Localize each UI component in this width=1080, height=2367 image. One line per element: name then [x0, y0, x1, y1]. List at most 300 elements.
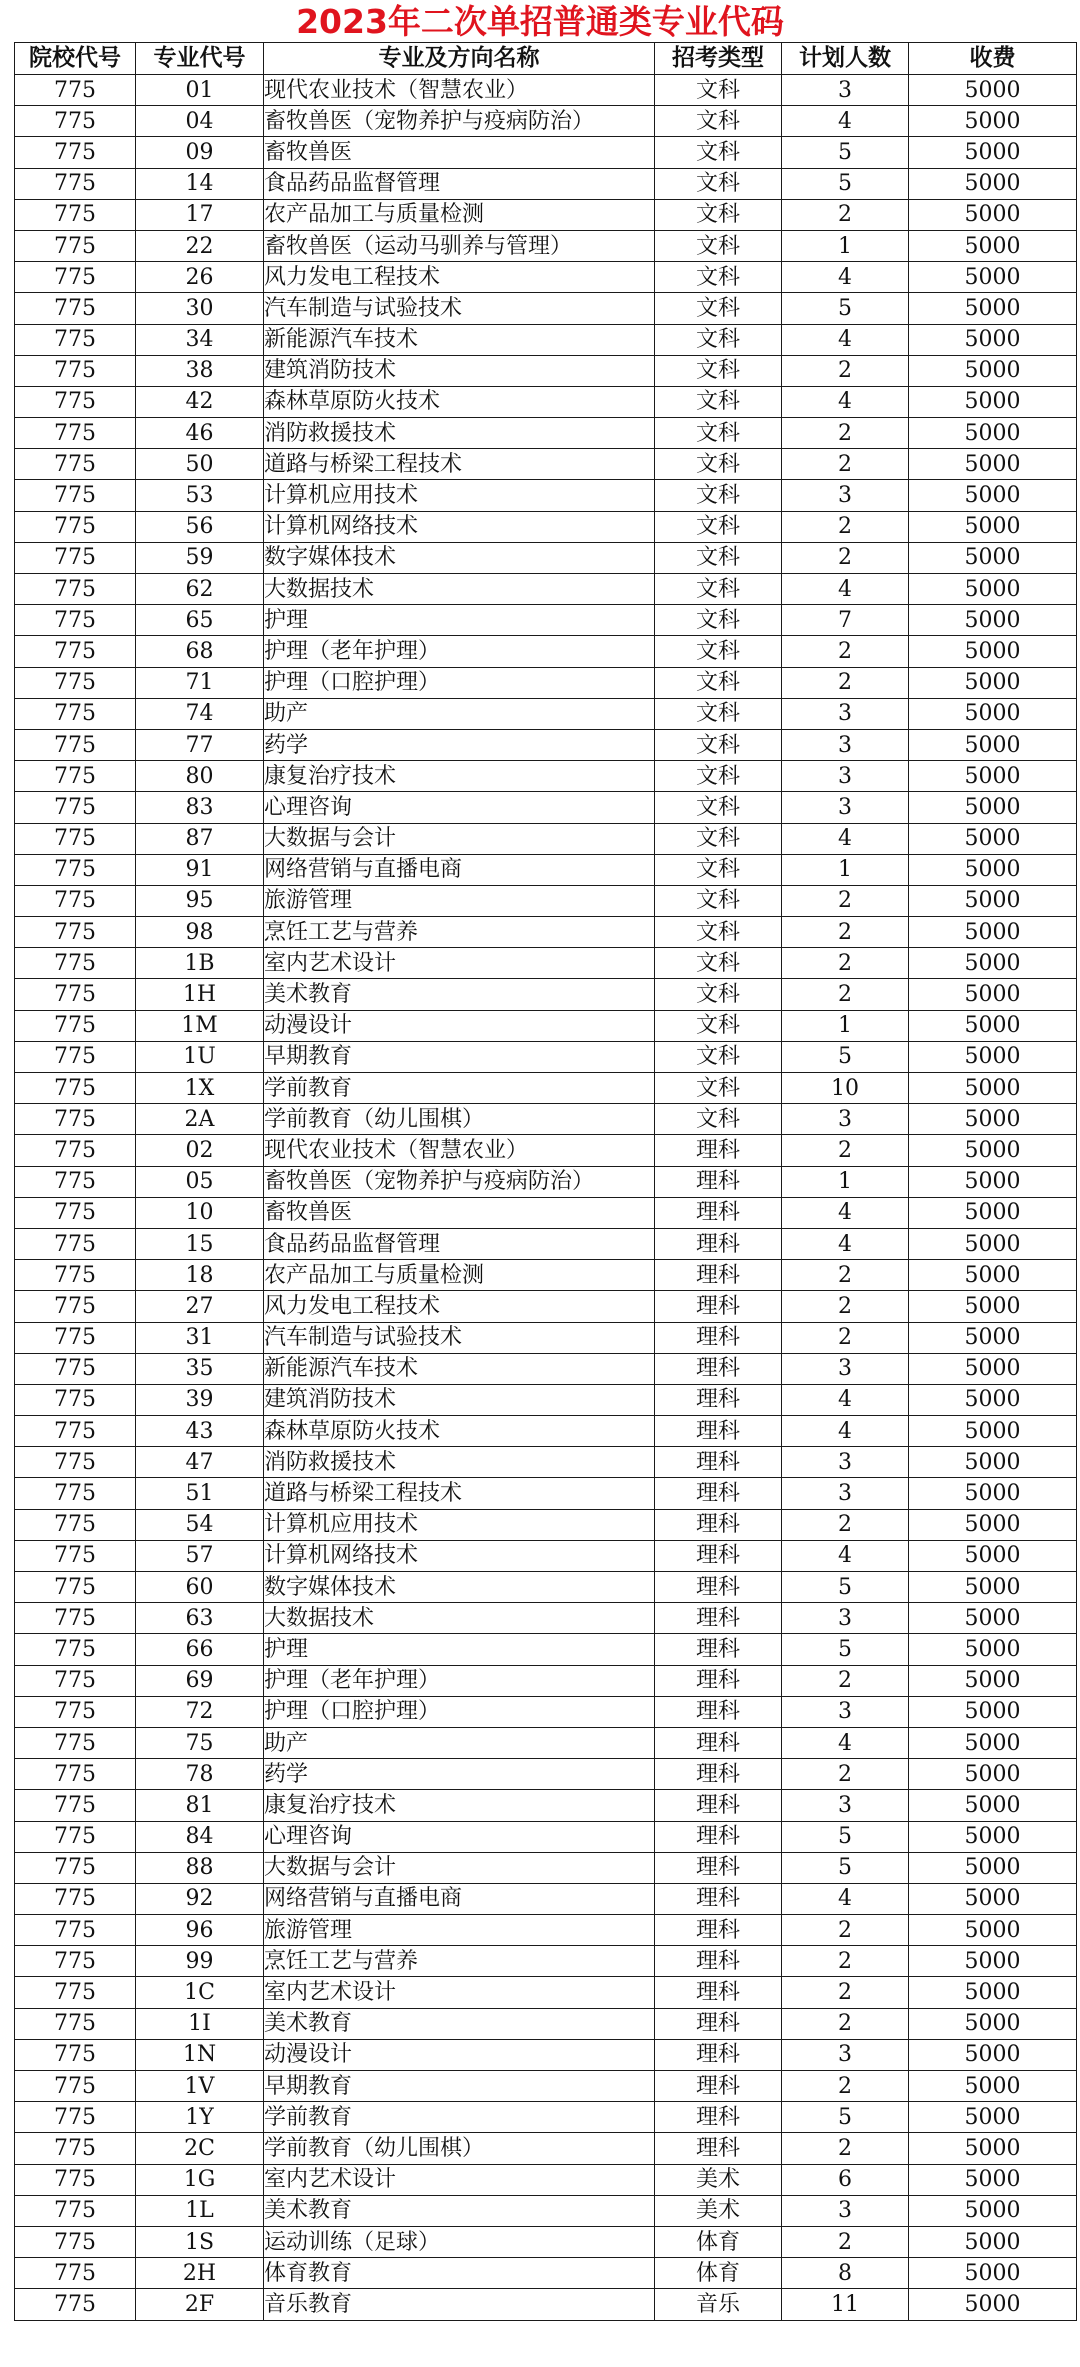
school-code-cell: 775 [15, 137, 136, 168]
exam-type-cell: 文科 [655, 636, 782, 667]
fee-cell: 5000 [909, 1228, 1077, 1259]
major-name-cell: 护理 [264, 1634, 655, 1665]
major-code-cell: 1X [136, 1073, 264, 1104]
major-code-cell: 69 [136, 1665, 264, 1696]
major-name-cell: 现代农业技术（智慧农业） [264, 75, 655, 106]
school-code-cell: 775 [15, 1478, 136, 1509]
plan-count-cell: 5 [782, 2102, 909, 2133]
plan-count-cell: 2 [782, 418, 909, 449]
table-row [15, 137, 1077, 168]
exam-type-cell: 理科 [655, 1478, 782, 1509]
plan-count-cell: 3 [782, 1696, 909, 1727]
major-code-cell: 2C [136, 2133, 264, 2164]
major-code-cell: 1H [136, 979, 264, 1010]
major-name-cell: 护理 [264, 605, 655, 636]
table-row [15, 1073, 1077, 1104]
fee-cell: 5000 [909, 1322, 1077, 1353]
plan-count-cell: 5 [782, 1572, 909, 1603]
plan-count-cell: 4 [782, 1228, 909, 1259]
fee-cell: 5000 [909, 137, 1077, 168]
plan-count-cell: 2 [782, 449, 909, 480]
major-code-cell: 96 [136, 1915, 264, 1946]
fee-cell: 5000 [909, 1041, 1077, 1072]
exam-type-cell: 文科 [655, 324, 782, 355]
exam-type-cell: 理科 [655, 1384, 782, 1415]
plan-count-cell: 5 [782, 137, 909, 168]
exam-type-cell: 文科 [655, 574, 782, 605]
exam-type-cell: 理科 [655, 1260, 782, 1291]
major-name-cell: 动漫设计 [264, 1010, 655, 1041]
major-code-cell: 22 [136, 230, 264, 261]
exam-type-cell: 理科 [655, 1727, 782, 1758]
exam-type-cell: 文科 [655, 75, 782, 106]
exam-type-cell: 文科 [655, 667, 782, 698]
major-name-cell: 计算机应用技术 [264, 1509, 655, 1540]
major-code-cell: 59 [136, 542, 264, 573]
major-name-cell: 美术教育 [264, 979, 655, 1010]
major-name-cell: 畜牧兽医（运动马驯养与管理） [264, 230, 655, 261]
school-code-cell: 775 [15, 917, 136, 948]
table-row [15, 1010, 1077, 1041]
table-row [15, 449, 1077, 480]
table-row [15, 1447, 1077, 1478]
plan-count-cell: 2 [782, 1509, 909, 1540]
major-code-cell: 47 [136, 1447, 264, 1478]
major-name-cell: 新能源汽车技术 [264, 1353, 655, 1384]
fee-cell: 5000 [909, 2008, 1077, 2039]
table-row [15, 1260, 1077, 1291]
fee-cell: 5000 [909, 1104, 1077, 1135]
school-code-cell: 775 [15, 2133, 136, 2164]
major-name-cell: 畜牧兽医（宠物养护与疫病防治） [264, 106, 655, 137]
table-row [15, 542, 1077, 573]
exam-type-cell: 文科 [655, 262, 782, 293]
table-row [15, 2289, 1077, 2320]
major-code-cell: 77 [136, 729, 264, 760]
exam-type-cell: 理科 [655, 2008, 782, 2039]
fee-cell: 5000 [909, 2071, 1077, 2102]
table-row [15, 1852, 1077, 1883]
plan-count-cell: 4 [782, 1197, 909, 1228]
major-code-cell: 34 [136, 324, 264, 355]
fee-cell: 5000 [909, 1073, 1077, 1104]
school-code-cell: 775 [15, 1883, 136, 1914]
table-row [15, 75, 1077, 106]
school-code-cell: 775 [15, 1634, 136, 1665]
fee-cell: 5000 [909, 1197, 1077, 1228]
fee-cell: 5000 [909, 1416, 1077, 1447]
table-row [15, 729, 1077, 760]
plan-count-cell: 4 [782, 324, 909, 355]
major-code-cell: 81 [136, 1790, 264, 1821]
fee-cell: 5000 [909, 2164, 1077, 2195]
major-name-cell: 康复治疗技术 [264, 761, 655, 792]
fee-cell: 5000 [909, 1852, 1077, 1883]
plan-count-cell: 1 [782, 230, 909, 261]
school-code-cell: 775 [15, 1946, 136, 1977]
fee-cell: 5000 [909, 418, 1077, 449]
exam-type-cell: 理科 [655, 1915, 782, 1946]
fee-cell: 5000 [909, 1291, 1077, 1322]
school-code-cell: 775 [15, 1353, 136, 1384]
school-code-cell: 775 [15, 1915, 136, 1946]
major-name-cell: 大数据与会计 [264, 1852, 655, 1883]
plan-count-cell: 3 [782, 698, 909, 729]
exam-type-cell: 文科 [655, 823, 782, 854]
fee-cell: 5000 [909, 2102, 1077, 2133]
table-row [15, 761, 1077, 792]
major-code-cell: 56 [136, 511, 264, 542]
school-code-cell: 775 [15, 1384, 136, 1415]
plan-count-cell: 4 [782, 1727, 909, 1758]
school-code-cell: 775 [15, 1291, 136, 1322]
school-code-cell: 775 [15, 2102, 136, 2133]
fee-cell: 5000 [909, 1603, 1077, 1634]
table-row [15, 1634, 1077, 1665]
major-code-cell: 78 [136, 1759, 264, 1790]
exam-type-cell: 文科 [655, 511, 782, 542]
fee-cell: 5000 [909, 2289, 1077, 2320]
exam-type-cell: 理科 [655, 1790, 782, 1821]
major-name-cell: 网络营销与直播电商 [264, 1883, 655, 1914]
table-row [15, 293, 1077, 324]
major-name-cell: 计算机网络技术 [264, 1540, 655, 1571]
table-row [15, 917, 1077, 948]
school-code-cell: 775 [15, 574, 136, 605]
major-name-cell: 早期教育 [264, 1041, 655, 1072]
exam-type-cell: 文科 [655, 418, 782, 449]
fee-cell: 5000 [909, 542, 1077, 573]
table-row [15, 1353, 1077, 1384]
exam-type-cell: 理科 [655, 1572, 782, 1603]
table-row [15, 1322, 1077, 1353]
plan-count-cell: 2 [782, 2133, 909, 2164]
table-body [15, 75, 1077, 2321]
school-code-cell: 775 [15, 1696, 136, 1727]
major-code-cell: 17 [136, 199, 264, 230]
major-code-cell: 87 [136, 823, 264, 854]
major-name-cell: 网络营销与直播电商 [264, 854, 655, 885]
exam-type-cell: 文科 [655, 854, 782, 885]
exam-type-cell: 文科 [655, 230, 782, 261]
plan-count-cell: 2 [782, 1135, 909, 1166]
major-name-cell: 旅游管理 [264, 885, 655, 916]
exam-type-cell: 理科 [655, 2039, 782, 2070]
major-name-cell: 烹饪工艺与营养 [264, 1946, 655, 1977]
major-code-cell: 05 [136, 1166, 264, 1197]
school-code-cell: 775 [15, 1790, 136, 1821]
major-code-cell: 27 [136, 1291, 264, 1322]
major-name-cell: 动漫设计 [264, 2039, 655, 2070]
plan-count-cell: 7 [782, 605, 909, 636]
major-code-cell: 39 [136, 1384, 264, 1415]
table-row [15, 1291, 1077, 1322]
major-name-cell: 汽车制造与试验技术 [264, 293, 655, 324]
major-name-cell: 室内艺术设计 [264, 1977, 655, 2008]
plan-count-cell: 3 [782, 2195, 909, 2226]
table-row [15, 636, 1077, 667]
major-code-cell: 92 [136, 1883, 264, 1914]
major-name-cell: 护理（老年护理） [264, 636, 655, 667]
plan-count-cell: 11 [782, 2289, 909, 2320]
table-row [15, 2039, 1077, 2070]
plan-count-cell: 2 [782, 1759, 909, 1790]
fee-cell: 5000 [909, 885, 1077, 916]
exam-type-cell: 文科 [655, 168, 782, 199]
major-name-cell: 大数据技术 [264, 1603, 655, 1634]
header-exam-type: 招考类型 [655, 43, 782, 75]
major-name-cell: 数字媒体技术 [264, 542, 655, 573]
table-row [15, 1384, 1077, 1415]
table-row [15, 1665, 1077, 1696]
school-code-cell: 775 [15, 511, 136, 542]
school-code-cell: 775 [15, 885, 136, 916]
school-code-cell: 775 [15, 1135, 136, 1166]
major-code-cell: 15 [136, 1228, 264, 1259]
plan-count-cell: 5 [782, 168, 909, 199]
major-name-cell: 畜牧兽医（宠物养护与疫病防治） [264, 1166, 655, 1197]
school-code-cell: 775 [15, 106, 136, 137]
table-row [15, 667, 1077, 698]
header-plan-count: 计划人数 [782, 43, 909, 75]
major-name-cell: 道路与桥梁工程技术 [264, 449, 655, 480]
major-name-cell: 美术教育 [264, 2195, 655, 2226]
table-header-row [15, 43, 1077, 75]
major-code-cell: 04 [136, 106, 264, 137]
school-code-cell: 775 [15, 542, 136, 573]
plan-count-cell: 2 [782, 1291, 909, 1322]
major-name-cell: 消防救援技术 [264, 418, 655, 449]
exam-type-cell: 理科 [655, 1665, 782, 1696]
major-code-cell: 68 [136, 636, 264, 667]
school-code-cell: 775 [15, 386, 136, 417]
exam-type-cell: 理科 [655, 1946, 782, 1977]
major-code-cell: 65 [136, 605, 264, 636]
major-name-cell: 护理（老年护理） [264, 1665, 655, 1696]
fee-cell: 5000 [909, 355, 1077, 386]
fee-cell: 5000 [909, 1384, 1077, 1415]
major-code-cell: 02 [136, 1135, 264, 1166]
fee-cell: 5000 [909, 199, 1077, 230]
fee-cell: 5000 [909, 449, 1077, 480]
fee-cell: 5000 [909, 917, 1077, 948]
school-code-cell: 775 [15, 1759, 136, 1790]
exam-type-cell: 文科 [655, 386, 782, 417]
exam-type-cell: 文科 [655, 605, 782, 636]
plan-count-cell: 3 [782, 729, 909, 760]
plan-count-cell: 5 [782, 1634, 909, 1665]
plan-count-cell: 2 [782, 979, 909, 1010]
fee-cell: 5000 [909, 511, 1077, 542]
major-name-cell: 药学 [264, 1759, 655, 1790]
fee-cell: 5000 [909, 1353, 1077, 1384]
major-name-cell: 旅游管理 [264, 1915, 655, 1946]
plan-count-cell: 3 [782, 1790, 909, 1821]
fee-cell: 5000 [909, 2133, 1077, 2164]
plan-count-cell: 2 [782, 2071, 909, 2102]
exam-type-cell: 美术 [655, 2195, 782, 2226]
major-code-cell: 1Y [136, 2102, 264, 2133]
exam-type-cell: 理科 [655, 1135, 782, 1166]
school-code-cell: 775 [15, 1041, 136, 1072]
table-row [15, 823, 1077, 854]
major-name-cell: 农产品加工与质量检测 [264, 1260, 655, 1291]
major-name-cell: 道路与桥梁工程技术 [264, 1478, 655, 1509]
major-code-cell: 98 [136, 917, 264, 948]
exam-type-cell: 理科 [655, 1603, 782, 1634]
school-code-cell: 775 [15, 2039, 136, 2070]
fee-cell: 5000 [909, 1727, 1077, 1758]
major-name-cell: 建筑消防技术 [264, 1384, 655, 1415]
exam-type-cell: 理科 [655, 1634, 782, 1665]
major-name-cell: 护理（口腔护理） [264, 1696, 655, 1727]
major-name-cell: 护理（口腔护理） [264, 667, 655, 698]
school-code-cell: 775 [15, 1572, 136, 1603]
table-row [15, 1572, 1077, 1603]
table-row [15, 979, 1077, 1010]
major-code-cell: 50 [136, 449, 264, 480]
major-code-cell: 1U [136, 1041, 264, 1072]
plan-count-cell: 4 [782, 262, 909, 293]
school-code-cell: 775 [15, 1260, 136, 1291]
major-name-cell: 学前教育 [264, 2102, 655, 2133]
exam-type-cell: 理科 [655, 1883, 782, 1914]
exam-type-cell: 理科 [655, 1447, 782, 1478]
major-name-cell: 大数据技术 [264, 574, 655, 605]
school-code-cell: 775 [15, 948, 136, 979]
school-code-cell: 775 [15, 1447, 136, 1478]
school-code-cell: 775 [15, 1509, 136, 1540]
plan-count-cell: 1 [782, 1166, 909, 1197]
table-row [15, 2102, 1077, 2133]
major-code-cell: 43 [136, 1416, 264, 1447]
major-code-cell: 18 [136, 1260, 264, 1291]
table-row [15, 418, 1077, 449]
plan-count-cell: 2 [782, 2008, 909, 2039]
table-row [15, 230, 1077, 261]
plan-count-cell: 4 [782, 823, 909, 854]
major-code-cell: 1G [136, 2164, 264, 2195]
major-name-cell: 心理咨询 [264, 792, 655, 823]
exam-type-cell: 理科 [655, 1540, 782, 1571]
plan-count-cell: 4 [782, 1416, 909, 1447]
plan-count-cell: 3 [782, 1603, 909, 1634]
major-code-cell: 1I [136, 2008, 264, 2039]
header-major-name: 专业及方向名称 [264, 43, 655, 75]
major-code-cell: 42 [136, 386, 264, 417]
school-code-cell: 775 [15, 979, 136, 1010]
plan-count-cell: 1 [782, 1010, 909, 1041]
major-code-cell: 2A [136, 1104, 264, 1135]
fee-cell: 5000 [909, 698, 1077, 729]
exam-type-cell: 理科 [655, 2133, 782, 2164]
school-code-cell: 775 [15, 1977, 136, 2008]
exam-type-cell: 文科 [655, 948, 782, 979]
school-code-cell: 775 [15, 75, 136, 106]
exam-type-cell: 体育 [655, 2226, 782, 2257]
fee-cell: 5000 [909, 792, 1077, 823]
table-row [15, 1759, 1077, 1790]
exam-type-cell: 理科 [655, 1228, 782, 1259]
exam-type-cell: 文科 [655, 1010, 782, 1041]
major-name-cell: 学前教育（幼儿围棋） [264, 1104, 655, 1135]
plan-count-cell: 3 [782, 75, 909, 106]
table-row [15, 324, 1077, 355]
table-row [15, 885, 1077, 916]
table-row [15, 1197, 1077, 1228]
fee-cell: 5000 [909, 948, 1077, 979]
major-name-cell: 运动训练（足球） [264, 2226, 655, 2257]
table-row [15, 1946, 1077, 1977]
major-code-cell: 14 [136, 168, 264, 199]
exam-type-cell: 理科 [655, 1353, 782, 1384]
fee-cell: 5000 [909, 854, 1077, 885]
plan-count-cell: 2 [782, 1322, 909, 1353]
major-code-cell: 84 [136, 1821, 264, 1852]
major-code-cell: 54 [136, 1509, 264, 1540]
major-code-cell: 62 [136, 574, 264, 605]
fee-cell: 5000 [909, 2258, 1077, 2289]
fee-cell: 5000 [909, 2195, 1077, 2226]
school-code-cell: 775 [15, 1727, 136, 1758]
major-name-cell: 学前教育 [264, 1073, 655, 1104]
exam-type-cell: 理科 [655, 1509, 782, 1540]
school-code-cell: 775 [15, 1010, 136, 1041]
fee-cell: 5000 [909, 667, 1077, 698]
exam-type-cell: 理科 [655, 1977, 782, 2008]
major-name-cell: 室内艺术设计 [264, 948, 655, 979]
school-code-cell: 775 [15, 729, 136, 760]
plan-count-cell: 4 [782, 1883, 909, 1914]
major-name-cell: 康复治疗技术 [264, 1790, 655, 1821]
plan-count-cell: 5 [782, 1821, 909, 1852]
table-row [15, 168, 1077, 199]
table-row [15, 2071, 1077, 2102]
major-code-cell: 1S [136, 2226, 264, 2257]
exam-type-cell: 体育 [655, 2258, 782, 2289]
school-code-cell: 775 [15, 792, 136, 823]
major-name-cell: 建筑消防技术 [264, 355, 655, 386]
fee-cell: 5000 [909, 605, 1077, 636]
table-row [15, 106, 1077, 137]
school-code-cell: 775 [15, 355, 136, 386]
table-row [15, 1727, 1077, 1758]
major-code-cell: 38 [136, 355, 264, 386]
school-code-cell: 775 [15, 698, 136, 729]
major-code-table [14, 42, 1077, 2321]
exam-type-cell: 文科 [655, 1073, 782, 1104]
exam-type-cell: 文科 [655, 792, 782, 823]
table-row [15, 2195, 1077, 2226]
major-name-cell: 学前教育（幼儿围棋） [264, 2133, 655, 2164]
fee-cell: 5000 [909, 1634, 1077, 1665]
fee-cell: 5000 [909, 106, 1077, 137]
school-code-cell: 775 [15, 168, 136, 199]
school-code-cell: 775 [15, 605, 136, 636]
major-code-cell: 53 [136, 480, 264, 511]
fee-cell: 5000 [909, 761, 1077, 792]
table-row [15, 1478, 1077, 1509]
school-code-cell: 775 [15, 2195, 136, 2226]
plan-count-cell: 3 [782, 1104, 909, 1135]
major-code-cell: 31 [136, 1322, 264, 1353]
school-code-cell: 775 [15, 761, 136, 792]
fee-cell: 5000 [909, 1010, 1077, 1041]
school-code-cell: 775 [15, 823, 136, 854]
table-row [15, 574, 1077, 605]
fee-cell: 5000 [909, 1260, 1077, 1291]
major-code-cell: 71 [136, 667, 264, 698]
